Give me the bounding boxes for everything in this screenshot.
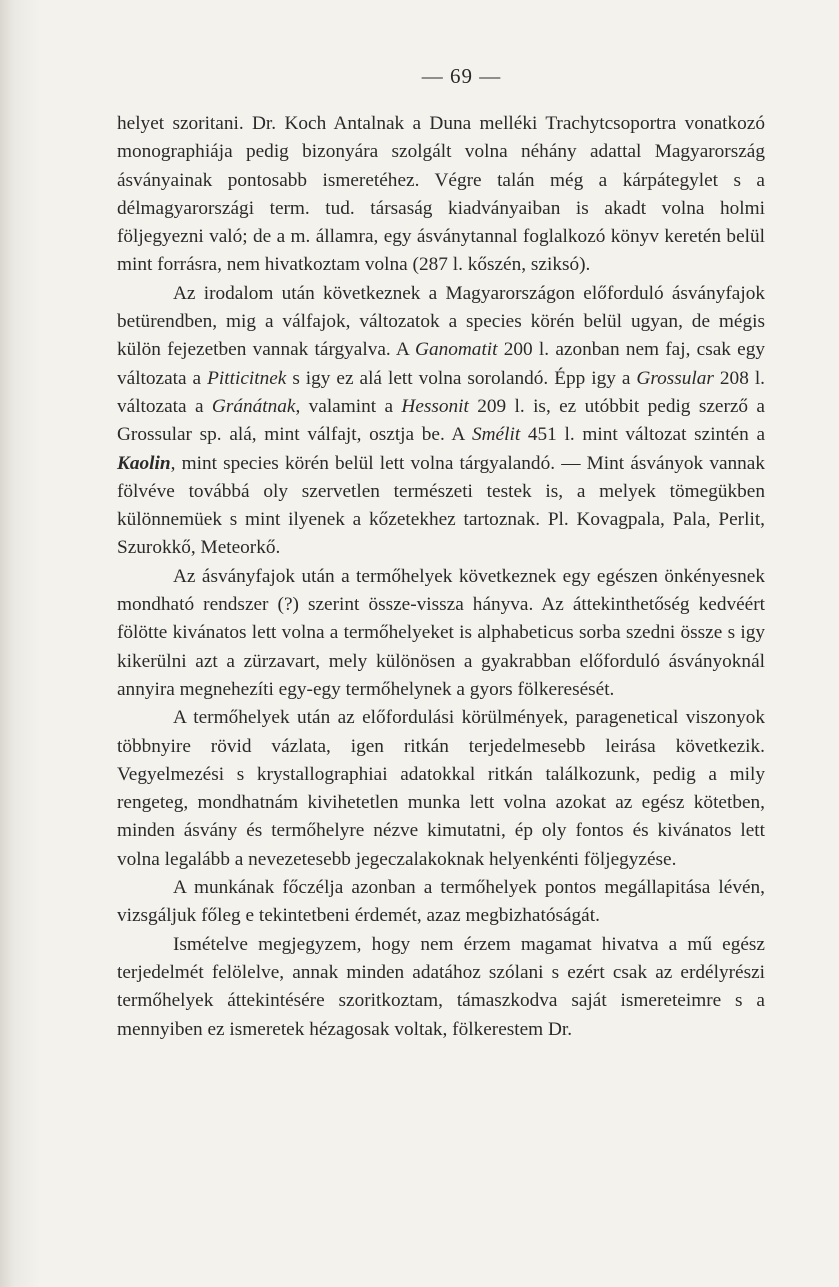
paragraph-text: Ismételve megjegyzem, hogy nem érzem magamat hivatva a mű egész terjedelmét felölelve, annak minden adatához szólani s ezért csak az erdélyrészi termőhelyek áttekintésére szoritkoztam, támaszkodva saját ismereteimre s a mennyiben ez ismeretek hézagosak voltak, fölkerestem Dr.: [117, 933, 765, 1040]
mineral-name-grossular: Grossular: [636, 367, 714, 389]
mineral-name-hessonit: Hessonit: [401, 395, 469, 417]
mineral-name-smelit: Smélit: [471, 424, 521, 446]
paragraph-text: Az ásványfajok után a termőhelyek következnek egy egészen önkényesnek mondható rendszer (?) szerint össze-vissza hányva. Az áttekinthetőség kedvéért fölötte kivánatos lett volna a termőhelyeket is alphabeticus sorba szedni össze s igy kikerülni azt a zürzavart, mely különösen a gyakrabban előforduló ásványoknál annyira megnehezíti egy-egy termőhelynek a gyors fölkeresését.: [117, 565, 765, 700]
paragraph-1: [117, 110, 765, 280]
paragraph-2: [117, 280, 765, 563]
paragraph-5: [117, 874, 765, 931]
mineral-name-ganomatit: Ganomatit: [415, 339, 498, 361]
paragraph-text: A termőhelyek után az előfordulási körülmények, paragenetical viszonyok többnyire rövid vázlata, igen ritkán terjedelmesebb leirása következik. Vegyelmezési s krystallographiai adatokkal ritkán találkozunk, pedig a mily rengeteg, mondhatnám kivihetetlen munka lett volna azokat az egész kötetben, minden ásvány és termőhelyre nézve kimutatni, ép oly fontos és kivánatos lett volna legalább a nevezetesebb jegeczalakoknak helyenkénti följegyzése.: [117, 707, 765, 870]
paragraph-text: 209 l. is, ez utóbbit pedig szerző a Grossular sp. alá, mint válfajt, osztja be. A: [117, 395, 765, 446]
body-text: [117, 110, 765, 1044]
mineral-name-pitticit: Pitticitnek: [207, 367, 287, 389]
paragraph-text: 208 l. változata a: [117, 367, 765, 417]
paragraph-text: Az irodalom után következnek a Magyarországon előforduló ásványfajok betürendben, mig a válfajok, változatok a species körén belül ugyan, de mégis külön fejezetben vannak tárgyalva. A: [117, 282, 765, 361]
paragraph-text: s igy ez alá lett volna sorolandó. Épp igy a: [286, 367, 637, 389]
paragraph-text: 451 l. mint változat szintén a: [520, 424, 765, 446]
mineral-name-kaolin: Kaolin: [117, 452, 171, 474]
paragraph-4: [117, 704, 765, 874]
paragraph-3: [117, 563, 765, 704]
paragraph-text: A munkának főczélja azonban a termőhelyek pontos megállapitása lévén, vizsgáljuk főleg e tekintetbeni érdemét, azaz megbizhatóságát.: [117, 877, 765, 927]
mineral-name-granat: Gránátnak: [211, 395, 296, 417]
paragraph-text: , mint species körén belül lett volna tárgyalandó. — Mint ásványok vannak fölvéve továbbá oly szervetlen természeti testek is, a melyek tömegükben különnemüek s mint ilyenek a kőzetekhez tartoznak. Pl. Kovagpala, Pala, Perlit, Szurokkő, Meteorkő.: [117, 452, 765, 559]
paragraph-text: 200 l. azonban nem faj, csak egy változata a: [117, 339, 766, 389]
paragraph-6: [117, 931, 765, 1044]
paragraph-text: helyet szoritani. Dr. Koch Antalnak a Duna melléki Trachytcsoportra vonatkozó monographiája pedig bizonyára szolgált volna néhány adattal Magyarország ásványainak pontosabb ismeretéhez. Végre talán még a kárpátegylet s a délmagyarországi term. tud. társaság kiadványaiban is akadt volna holmi följegyezni való; de a m. államra, egy ásványtannal foglalkozó könyv keretén belül mint forrásra, nem hivatkoztam volna (287 l. kőszén, sziksó).: [117, 113, 765, 276]
paragraph-text: , valamint a: [295, 395, 402, 417]
page-number: — 69 —: [421, 64, 502, 88]
